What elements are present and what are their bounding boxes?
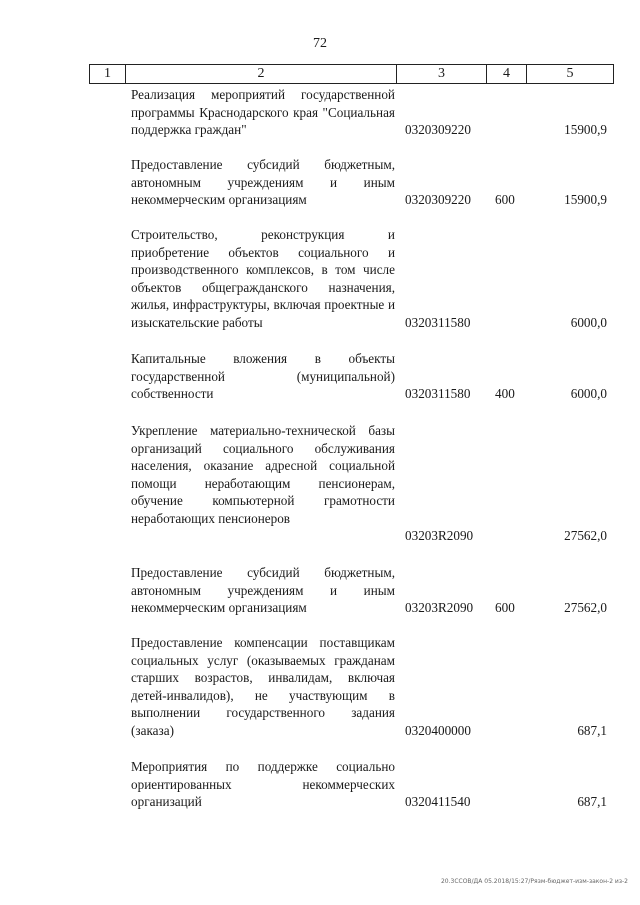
- header-col-5: 5: [566, 66, 574, 81]
- header-col-3: 3: [397, 65, 487, 83]
- row-name: Предоставление компенсации поставщикам социальных услуг (оказываемых гражданам старших возрастов, инвалидам, включая детей-инвалидов), не участвующим в выполнении государственного задания (заказа): [131, 635, 395, 738]
- row-name: Предоставление субсидий бюджетным, автономным учреждениям и иным некоммерческим организациям: [131, 157, 395, 207]
- row-code: 03203R2090: [405, 600, 474, 615]
- row-amount: 27562,0: [564, 600, 607, 615]
- row-amount: 6000,0: [570, 386, 607, 401]
- row-name: Укрепление материально-технической базы организаций социального обслуживания населения, оказание адресной социальной помощи неработающим пенсионерам, обучение компьютерной грамотности неработающих пенсионеров: [131, 423, 395, 526]
- header-col-2: 2: [126, 65, 397, 83]
- row-name: Мероприятия по поддержке социально ориентированных некоммерческих организаций: [131, 759, 395, 809]
- row-name: Строительство, реконструкция и приобретение объектов социального и производственного комплексов, в том числе объектов общегражданского назначения, жилья, инфраструктуры, включая проектные и изыскательские работы: [131, 227, 395, 330]
- row-amount: 6000,0: [570, 315, 607, 330]
- row-code: 0320309220: [405, 192, 471, 207]
- row-amount: 687,1: [577, 794, 607, 809]
- row-name: Предоставление субсидий бюджетным, автономным учреждениям и иным некоммерческим организациям: [131, 565, 395, 615]
- table-header: [89, 64, 614, 84]
- row-expense-type: 600: [495, 600, 515, 615]
- row-code: 0320400000: [405, 723, 471, 738]
- row-amount: 27562,0: [564, 528, 607, 543]
- row-code: 0320309220: [405, 122, 471, 137]
- row-name: Реализация мероприятий государственной программы Краснодарского края "Социальная поддержка граждан": [131, 87, 395, 137]
- row-code: 03203R2090: [405, 528, 474, 543]
- row-expense-type: 400: [495, 386, 515, 401]
- header-col-1: 1: [90, 65, 126, 83]
- row-amount: 15900,9: [564, 192, 607, 207]
- footer-stamp: 20.3ССОВ/ДА 05.2018/15:27/Рязм-бюджет-изм-закон-2 из-2: [440, 878, 628, 885]
- page-number: 72: [313, 36, 327, 51]
- row-code: 0320311580: [405, 386, 471, 401]
- row-code: 0320411540: [405, 794, 471, 809]
- row-name: Капитальные вложения в объекты государственной (муниципальной) собственности: [131, 351, 395, 401]
- row-amount: 687,1: [577, 723, 607, 738]
- row-code: 0320311580: [405, 315, 471, 330]
- row-amount: 15900,9: [564, 122, 607, 137]
- row-expense-type: 600: [495, 192, 515, 207]
- header-col-4: 4: [487, 65, 527, 83]
